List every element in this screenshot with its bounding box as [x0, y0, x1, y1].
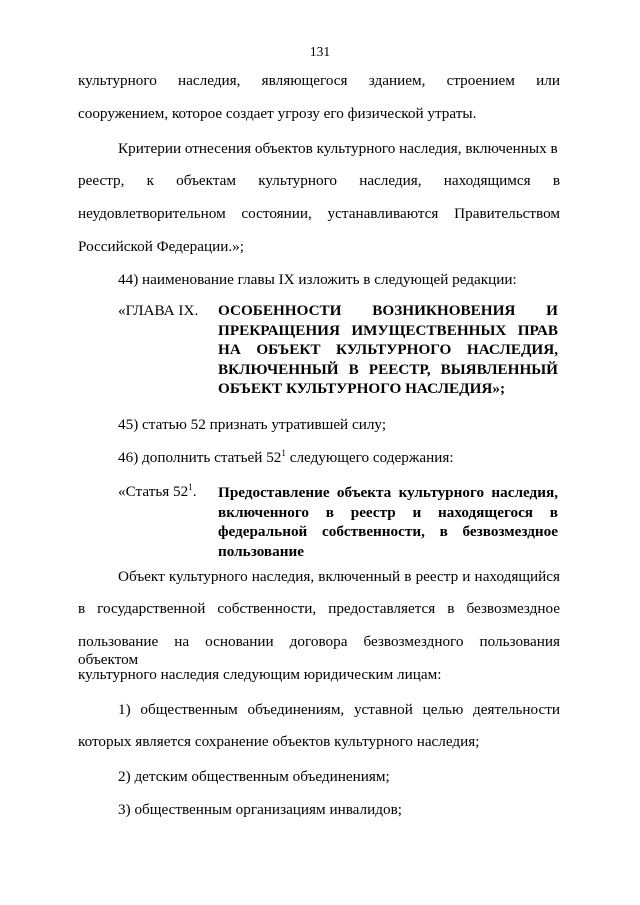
paragraph-line: 2) детским общественным объединениям;	[118, 768, 390, 785]
superscript: 1	[281, 448, 286, 458]
paragraph-line: 3) общественным организациям инвалидов;	[118, 801, 402, 818]
paragraph-line: пользование на основании договора безвозмездного пользования объектом	[78, 633, 560, 668]
chapter-title-line: ПРЕКРАЩЕНИЯ ИМУЩЕСТВЕННЫХ ПРАВ	[218, 321, 558, 339]
text-run: «Статья 52	[118, 483, 189, 500]
page-number: 131	[309, 44, 331, 59]
text-run: следующего содержания:	[285, 449, 454, 466]
paragraph-line: культурного наследия, являющегося зданием, строением или	[78, 72, 560, 89]
chapter-title-line: ВКЛЮЧЕННЫЙ В РЕЕСТР, ВЫЯВЛЕННЫЙ	[218, 360, 558, 378]
text-run: .	[192, 483, 197, 500]
paragraph-line: Российской Федерации.»;	[78, 238, 244, 255]
paragraph-line: 44) наименование главы IX изложить в следующей редакции:	[118, 271, 517, 288]
paragraph-line: Критерии отнесения объектов культурного наследия, включенных в	[118, 140, 558, 157]
article-title-line: пользование	[218, 542, 304, 560]
article-label	[118, 483, 197, 501]
paragraph-line: неудовлетворительном состоянии, устанавливаются Правительством	[78, 205, 560, 222]
text-run: 46) дополнить статьей 52	[118, 449, 282, 466]
paragraph-line: культурного наследия следующим юридическим лицам:	[78, 666, 442, 683]
article-title-line: включенного в реестр и находящегося в	[218, 503, 558, 521]
chapter-title	[218, 301, 558, 399]
paragraph-line: 1) общественным объединениям, уставной целью деятельности	[118, 701, 560, 718]
paragraph-line: в государственной собственности, предоставляется в безвозмездное	[78, 600, 560, 617]
chapter-title-line: ОСОБЕННОСТИ ВОЗНИКНОВЕНИЯ И	[218, 302, 558, 319]
chapter-title-line: ОБЪЕКТ КУЛЬТУРНОГО НАСЛЕДИЯ»;	[218, 380, 506, 397]
paragraph-line: сооружением, которое создает угрозу его физической утраты.	[78, 105, 477, 122]
article-title-line: Предоставление объекта культурного наследия,	[218, 484, 558, 501]
paragraph-line	[118, 449, 454, 467]
paragraph-line: которых является сохранение объектов культурного наследия;	[78, 733, 480, 750]
article-title-line: федеральной собственности, в безвозмездное	[218, 523, 558, 540]
paragraph-line: Объект культурного наследия, включенный в реестр и находящийся	[118, 568, 560, 585]
chapter-label: «ГЛАВА IX.	[118, 302, 199, 319]
paragraph-line: 45) статью 52 признать утратившей силу;	[118, 416, 387, 433]
article-title	[218, 483, 558, 561]
superscript: 1	[188, 482, 193, 492]
chapter-title-line: НА ОБЪЕКТ КУЛЬТУРНОГО НАСЛЕДИЯ,	[218, 341, 558, 358]
paragraph-line: реестр, к объектам культурного наследия, находящимся в	[78, 172, 560, 189]
